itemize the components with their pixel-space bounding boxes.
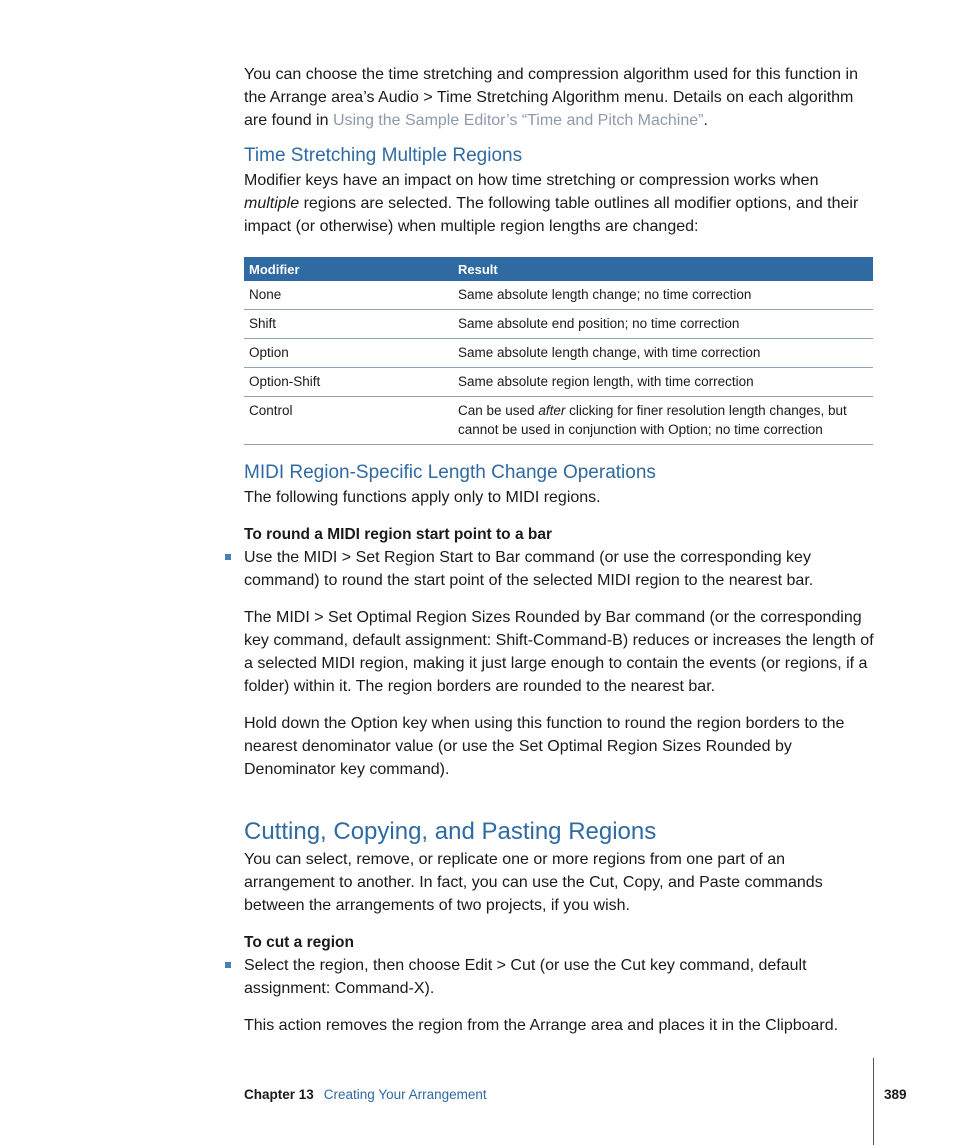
page-footer [244, 1087, 487, 1102]
bullet-square-icon [225, 554, 231, 560]
table-row [244, 397, 873, 445]
intro-paragraph [244, 63, 876, 132]
result-emphasis: after [538, 403, 566, 418]
section1-text: Modifier keys have an impact on how time stretching or compression works when [244, 172, 819, 189]
footer-chapter-title[interactable]: Creating Your Arrangement [323, 1087, 487, 1102]
section2-paragraph-2: Hold down the Option key when using this function to round the region borders to the nearest denominator value (or use the Set Optimal Region Sizes Rounded by Denominator key command). [244, 715, 845, 778]
result-cell: Same absolute length change; no time correction [453, 281, 873, 310]
bullet-item [244, 546, 876, 592]
table-row [244, 339, 873, 368]
section1-text-end: regions are selected. The following table outlines all modifier options, and their impact (or otherwise) when multiple region lengths are changed: [244, 195, 859, 235]
result-cell: Same absolute region length, with time correction [453, 368, 873, 397]
section2-intro: The following functions apply only to MIDI regions. [244, 489, 601, 506]
table-row [244, 310, 873, 339]
bullet-text: Select the region, then choose Edit > Cut (or use the Cut key command, default assignment: Command-X). [244, 957, 807, 997]
intro-text: You can choose the time stretching and compression algorithm used for this function in the Arrange area’s Audio > Time Stretching Algorithm menu. Details on each algorithm are found in [244, 66, 858, 129]
column-header-result: Result [453, 257, 873, 281]
section1-emphasis: multiple [244, 195, 300, 212]
modifier-cell: Shift [244, 310, 453, 339]
result-cell [453, 397, 873, 445]
modifier-cell: Option [244, 339, 453, 368]
column-header-modifier: Modifier [244, 257, 453, 281]
section3-intro: You can select, remove, or replicate one or more regions from one part of an arrangement to another. In fact, you can use the Cut, Copy, and Paste commands between the arrangements of two projects, if you wish. [244, 851, 823, 914]
page-number: 389 [884, 1087, 907, 1102]
sample-editor-link[interactable]: Using the Sample Editor’s “Time and Pitch Machine” [332, 112, 704, 129]
modifier-cell: Option-Shift [244, 368, 453, 397]
modifier-cell: None [244, 281, 453, 310]
bullet-item [244, 954, 876, 1000]
intro-text-end: . [703, 112, 708, 129]
section-heading-cutting-copying: Cutting, Copying, and Pasting Regions [244, 818, 657, 845]
section2-paragraph-1: The MIDI > Set Optimal Region Sizes Rounded by Bar command (or the corresponding key command, default assignment: Shift-Command-B) reduces or increases the length of a selected MIDI region, making it just large enough to contain the events (or regions, if a folder) within it. The region borders are rounded to the nearest bar. [244, 609, 874, 695]
task-title-round-midi: To round a MIDI region start point to a bar [244, 526, 552, 543]
bullet-square-icon [225, 962, 231, 968]
result-text-end: clicking for finer resolution length changes, but cannot be used in conjunction with Option; no time correction [458, 403, 847, 437]
bullet-text: Use the MIDI > Set Region Start to Bar command (or use the corresponding key command) to round the start point of the selected MIDI region to the nearest bar. [244, 549, 814, 589]
table-row [244, 281, 873, 310]
section-heading-time-stretching: Time Stretching Multiple Regions [244, 145, 523, 166]
footer-divider [873, 1058, 874, 1145]
result-cell: Same absolute end position; no time correction [453, 310, 873, 339]
section1-paragraph [244, 169, 876, 238]
section-heading-midi-region: MIDI Region-Specific Length Change Operations [244, 462, 656, 483]
page-content [244, 60, 876, 1037]
modifier-cell: Control [244, 397, 453, 445]
modifier-table [244, 257, 873, 445]
section3-paragraph: This action removes the region from the Arrange area and places it in the Clipboard. [244, 1017, 839, 1034]
result-text: Can be used [458, 403, 539, 418]
task-title-cut-region: To cut a region [244, 934, 354, 951]
table-row [244, 368, 873, 397]
table-header-row [244, 257, 873, 281]
footer-chapter: Chapter 13 [244, 1087, 314, 1102]
result-cell: Same absolute length change, with time correction [453, 339, 873, 368]
